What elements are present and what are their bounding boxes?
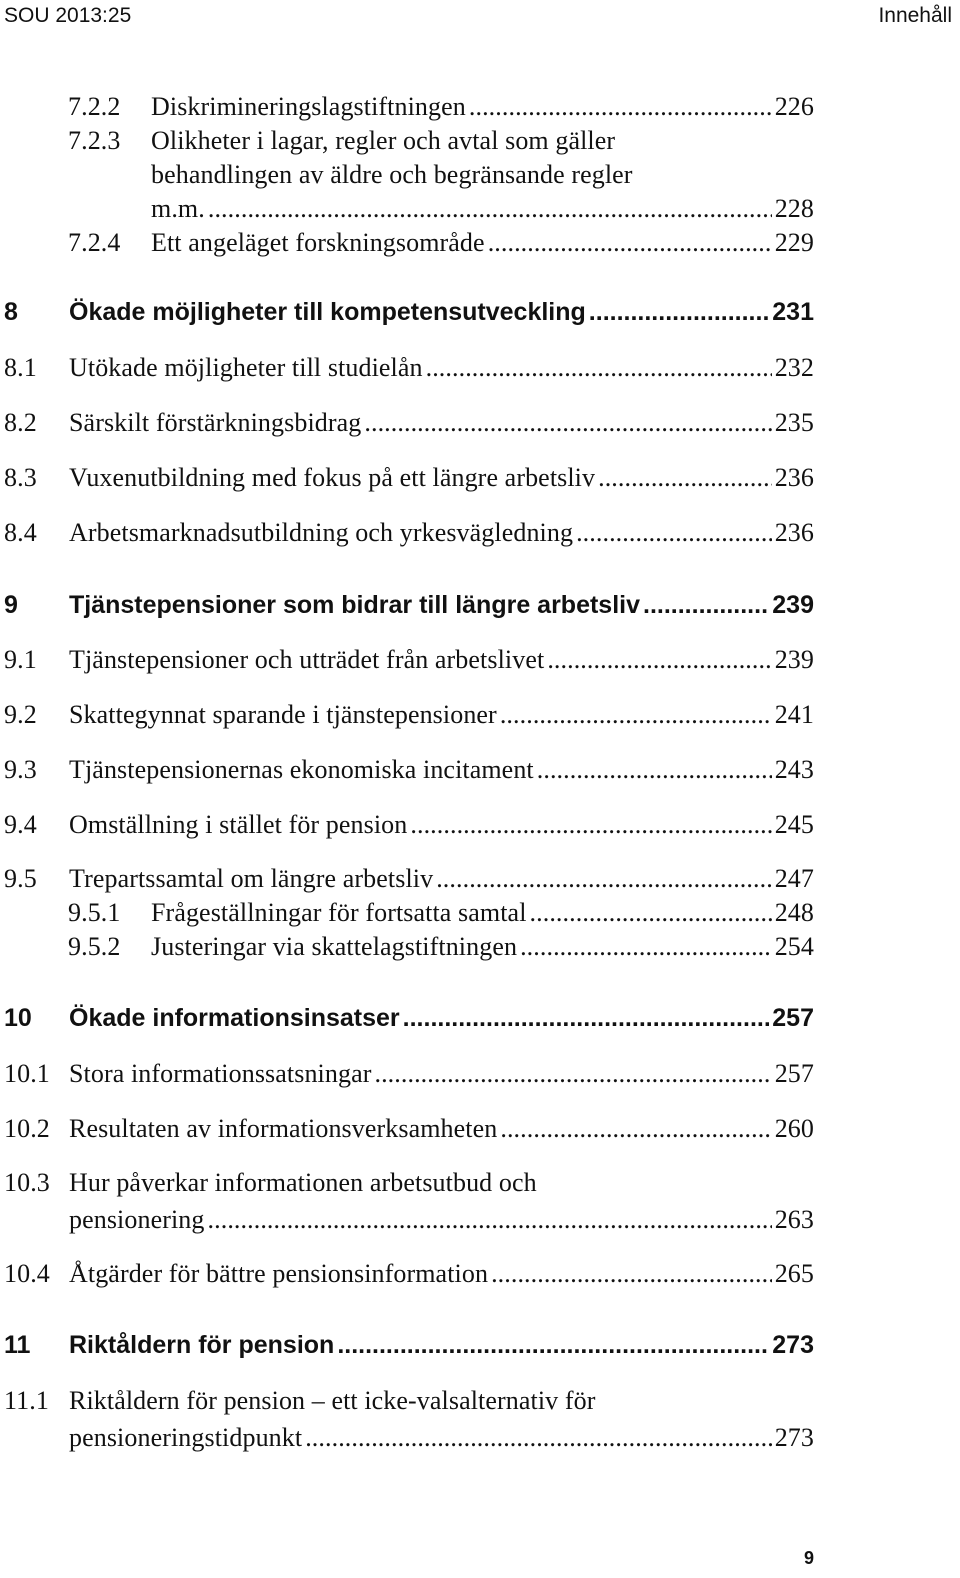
toc-leader bbox=[436, 864, 771, 894]
toc-page: 241 bbox=[774, 700, 814, 729]
toc-page: 228 bbox=[774, 194, 814, 223]
running-header-right: Innehåll bbox=[878, 4, 952, 27]
toc-page: 245 bbox=[774, 810, 814, 839]
toc-leader bbox=[537, 755, 772, 785]
toc-leader bbox=[403, 1004, 770, 1033]
toc-title-continuation: m.m. bbox=[151, 194, 205, 223]
toc-number: 10.4 bbox=[4, 1259, 50, 1288]
toc-number: 8 bbox=[4, 298, 18, 326]
toc-page: 247 bbox=[774, 864, 814, 893]
toc-title: Ökade möjligheter till kompetensutveckling bbox=[69, 298, 586, 326]
toc-title: Åtgärder för bättre pensionsinformation bbox=[69, 1259, 489, 1288]
toc-title: Justeringar via skattelagstiftningen bbox=[151, 932, 518, 961]
toc-leader bbox=[488, 228, 772, 258]
toc-page: 260 bbox=[774, 1114, 814, 1143]
page-number: 9 bbox=[803, 1548, 814, 1568]
toc-page: 232 bbox=[774, 353, 814, 382]
toc-page: 235 bbox=[774, 408, 814, 437]
toc-leader bbox=[547, 645, 771, 675]
running-header-left: SOU 2013:25 bbox=[4, 4, 132, 27]
toc-number: 9.4 bbox=[4, 810, 37, 839]
toc-title: Vuxenutbildning med fokus på ett längre arbetsliv bbox=[69, 463, 596, 492]
toc-leader bbox=[337, 1331, 769, 1360]
toc-page: 236 bbox=[774, 518, 814, 547]
toc-leader bbox=[643, 591, 769, 620]
toc-number: 8.1 bbox=[4, 353, 37, 382]
toc-title: Diskrimineringslagstiftningen bbox=[151, 92, 466, 121]
toc-page: 236 bbox=[774, 463, 814, 492]
toc-page: 273 bbox=[772, 1331, 814, 1359]
toc-number: 8.3 bbox=[4, 463, 37, 492]
toc-number: 9.5 bbox=[4, 864, 37, 893]
toc-leader bbox=[520, 932, 772, 962]
toc-leader bbox=[426, 353, 772, 383]
toc-leader bbox=[469, 92, 772, 122]
toc-title: Omställning i stället för pension bbox=[69, 810, 408, 839]
toc-page: 254 bbox=[774, 932, 814, 961]
toc-title: Tjänstepensioner och utträdet från arbetslivet bbox=[69, 645, 545, 674]
toc-number: 7.2.3 bbox=[68, 126, 121, 155]
toc-leader bbox=[208, 1205, 772, 1235]
toc-title: Utökade möjligheter till studielån bbox=[69, 353, 423, 382]
toc-number: 11.1 bbox=[4, 1386, 49, 1415]
toc-number: 10.2 bbox=[4, 1114, 50, 1143]
toc-title: Särskilt förstärkningsbidrag bbox=[69, 408, 362, 437]
toc-page: 243 bbox=[774, 755, 814, 784]
toc-page: 257 bbox=[772, 1004, 814, 1032]
toc-title: Olikheter i lagar, regler och avtal som gäller bbox=[151, 126, 616, 155]
toc-number: 9.3 bbox=[4, 755, 37, 784]
toc-page: 229 bbox=[774, 228, 814, 257]
toc-number: 7.2.4 bbox=[68, 228, 121, 257]
toc-leader bbox=[305, 1423, 771, 1453]
toc-page: 257 bbox=[774, 1059, 814, 1088]
toc-number: 9.2 bbox=[4, 700, 37, 729]
toc-title-continuation: pensionering bbox=[69, 1205, 205, 1234]
toc-leader bbox=[500, 700, 772, 730]
toc-page: 239 bbox=[772, 591, 814, 619]
toc-title-continuation: behandlingen av äldre och begränsande regler bbox=[151, 160, 633, 189]
toc-number: 8.2 bbox=[4, 408, 37, 437]
toc-leader bbox=[576, 518, 772, 548]
toc-page: 273 bbox=[774, 1423, 814, 1452]
toc-page: 265 bbox=[774, 1259, 814, 1288]
toc-leader bbox=[589, 298, 769, 327]
toc-number: 10.3 bbox=[4, 1168, 50, 1197]
toc-page: 231 bbox=[772, 298, 814, 326]
toc-title: Hur påverkar informationen arbetsutbud och bbox=[69, 1168, 537, 1197]
toc-title: Riktåldern för pension – ett icke-valsalternativ för bbox=[69, 1386, 596, 1415]
toc-number: 9.5.1 bbox=[68, 898, 121, 927]
toc-page: 239 bbox=[774, 645, 814, 674]
toc-leader bbox=[500, 1114, 771, 1144]
toc-title: Ökade informationsinsatser bbox=[69, 1004, 400, 1032]
toc-title: Tjänstepensionernas ekonomiska incitament bbox=[69, 755, 534, 784]
toc-leader bbox=[364, 408, 771, 438]
toc-leader bbox=[410, 810, 771, 840]
toc-title: Stora informationssatsningar bbox=[69, 1059, 372, 1088]
toc-number: 8.4 bbox=[4, 518, 37, 547]
toc-page: 248 bbox=[774, 898, 814, 927]
toc-leader bbox=[598, 463, 772, 493]
toc-number: 10 bbox=[4, 1004, 32, 1032]
toc-leader bbox=[491, 1259, 772, 1289]
toc-title: Riktåldern för pension bbox=[69, 1331, 335, 1359]
toc-title: Ett angeläget forskningsområde bbox=[151, 228, 485, 257]
toc-title: Skattegynnat sparande i tjänstepensioner bbox=[69, 700, 497, 729]
toc-number: 11 bbox=[4, 1331, 31, 1359]
toc-number: 9.5.2 bbox=[68, 932, 121, 961]
toc-title-continuation: pensioneringstidpunkt bbox=[69, 1423, 303, 1452]
toc-title: Trepartssamtal om längre arbetsliv bbox=[69, 864, 434, 893]
toc-number: 7.2.2 bbox=[68, 92, 121, 121]
toc-number: 9 bbox=[4, 591, 18, 619]
toc-title: Arbetsmarknadsutbildning och yrkesvägledning bbox=[69, 518, 574, 547]
toc-title: Resultaten av informationsverksamheten bbox=[69, 1114, 498, 1143]
toc-leader bbox=[530, 898, 772, 928]
toc-title: Tjänstepensioner som bidrar till längre arbetsliv bbox=[69, 591, 640, 619]
toc-title: Frågeställningar för fortsatta samtal bbox=[151, 898, 527, 927]
toc-number: 10.1 bbox=[4, 1059, 50, 1088]
toc-page: 263 bbox=[774, 1205, 814, 1234]
toc-page: 226 bbox=[774, 92, 814, 121]
toc-leader bbox=[208, 194, 772, 224]
toc-leader bbox=[374, 1059, 771, 1089]
toc-number: 9.1 bbox=[4, 645, 37, 674]
